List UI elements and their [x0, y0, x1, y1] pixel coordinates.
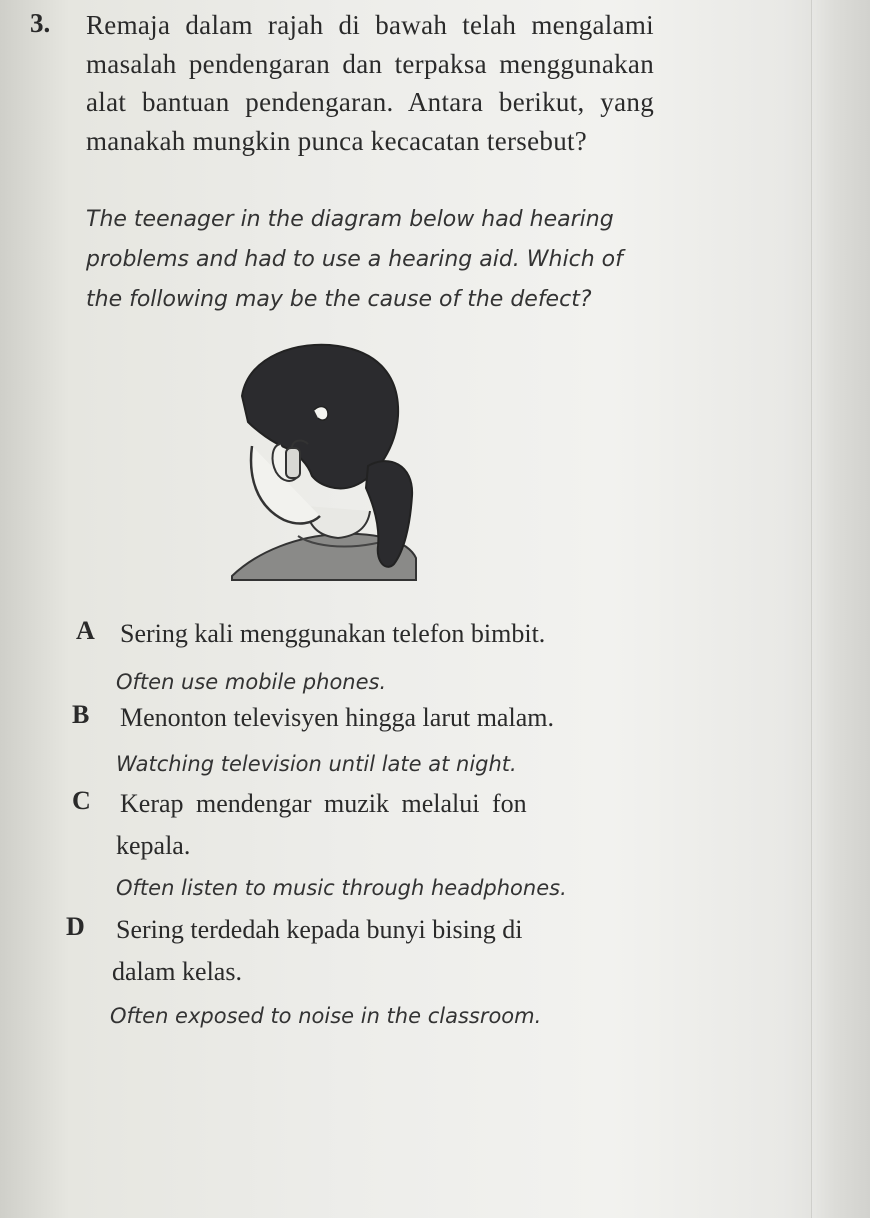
option-c-letter: C	[72, 786, 91, 815]
question-number: 3.	[30, 8, 51, 38]
question-stem-malay: Remaja dalam rajah di bawah telah mengalami masalah pendengaran dan terpaksa menggunakan alat bantuan pendengaran. Antara berikut, yang manakah mungkin punca kecacatan tersebut?	[86, 10, 654, 156]
option-c-english: Often listen to music through headphones.	[116, 876, 567, 900]
option-b-malay: Menonton televisyen hingga larut malam.	[120, 703, 554, 732]
option-d-letter: D	[66, 912, 85, 941]
option-c-malay-line2: kepala.	[116, 831, 191, 860]
option-b-letter: B	[72, 700, 90, 729]
page-edge	[811, 0, 870, 1218]
option-a-malay: Sering kali menggunakan telefon bimbit.	[120, 619, 546, 648]
teenager-with-hearing-aid-icon	[228, 336, 438, 590]
option-a-english: Often use mobile phones.	[116, 670, 387, 694]
option-d-english: Often exposed to noise in the classroom.	[110, 1004, 542, 1028]
option-a-letter: A	[76, 616, 95, 645]
option-b-english: Watching television until late at night.	[116, 752, 517, 776]
option-d-malay-line2: dalam kelas.	[112, 957, 242, 986]
option-c-malay-line1: Kerap mendengar muzik melalui fon	[120, 789, 527, 818]
question-stem-english: The teenager in the diagram below had hearing problems and had to use a hearing aid. Which of the following may be the cause of the defect?	[86, 207, 623, 312]
option-d-malay-line1: Sering terdedah kepada bunyi bising di	[116, 915, 523, 944]
